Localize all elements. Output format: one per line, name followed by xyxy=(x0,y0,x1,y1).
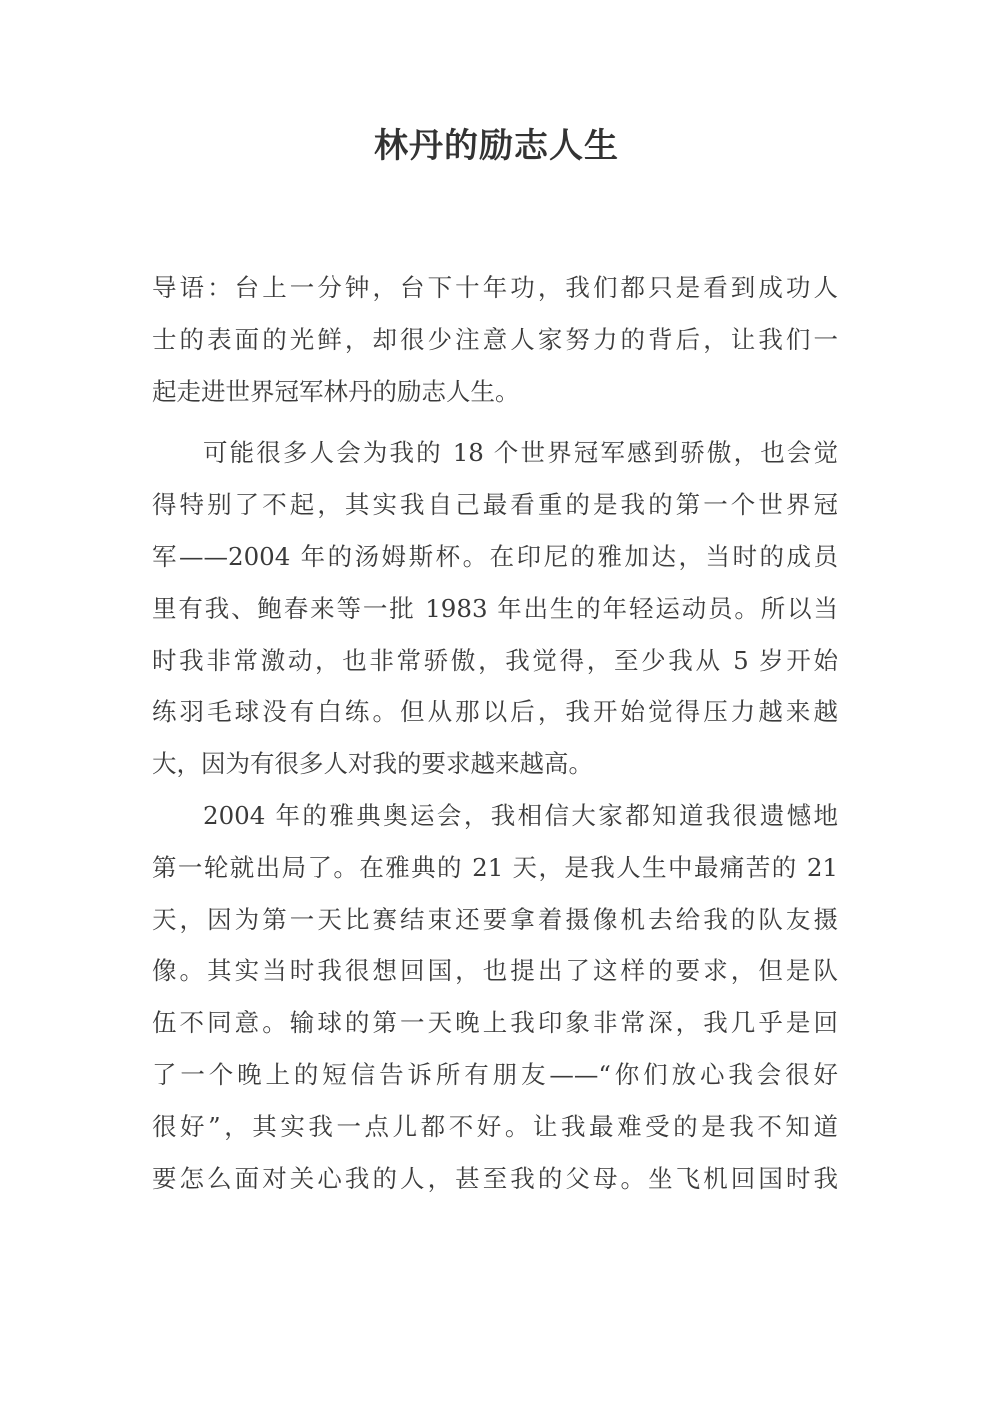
paragraph-gap xyxy=(152,417,838,427)
paragraph xyxy=(152,790,838,1204)
paragraph xyxy=(152,427,838,790)
text-line: 了一个晚上的短信告诉所有朋友——“你们放心我会很好 xyxy=(152,1059,838,1089)
text-line: 导语：台上一分钟，台下十年功，我们都只是看到成功人 xyxy=(152,273,838,302)
document-body xyxy=(152,262,838,1204)
text-line: 练羽毛球没有白练。但从那以后，我开始觉得压力越来越 xyxy=(152,697,838,727)
text-line: 得特别了不起，其实我自己最看重的是我的第一个世界冠 xyxy=(152,490,838,520)
text-line: 2004 年的雅典奥运会，我相信大家都知道我很遗憾地 xyxy=(203,800,838,830)
text-line: 大，因为有很多人对我的要求越来越高。 xyxy=(152,749,593,779)
document-title: 林丹的励志人生 xyxy=(374,126,619,166)
text-line: 第一轮就出局了。在雅典的 21 天，是我人生中最痛苦的 21 xyxy=(152,852,838,882)
text-line: 时我非常激动，也非常骄傲，我觉得，至少我从 5 岁开始 xyxy=(152,645,838,675)
text-line: 里有我、鲍春来等一批 1983 年出生的年轻运动员。所以当 xyxy=(152,593,838,623)
paragraph xyxy=(152,262,838,417)
text-line: 很好”，其实我一点儿都不好。让我最难受的是我不知道 xyxy=(152,1111,838,1141)
text-line: 像。其实当时我很想回国，也提出了这样的要求，但是队 xyxy=(152,956,838,986)
text-line: 可能很多人会为我的 18 个世界冠军感到骄傲，也会觉 xyxy=(203,438,838,468)
text-line: 要怎么面对关心我的人，甚至我的父母。坐飞机回国时我 xyxy=(152,1163,838,1193)
text-line: 军——2004 年的汤姆斯杯。在印尼的雅加达，当时的成员 xyxy=(152,541,838,571)
text-line: 士的表面的光鲜，却很少注意人家努力的背后，让我们一 xyxy=(152,324,838,354)
text-line: 伍不同意。输球的第一天晚上我印象非常深，我几乎是回 xyxy=(152,1008,838,1038)
text-line: 天，因为第一天比赛结束还要拿着摄像机去给我的队友摄 xyxy=(152,904,838,934)
text-line: 起走进世界冠军林丹的励志人生。 xyxy=(152,376,520,406)
